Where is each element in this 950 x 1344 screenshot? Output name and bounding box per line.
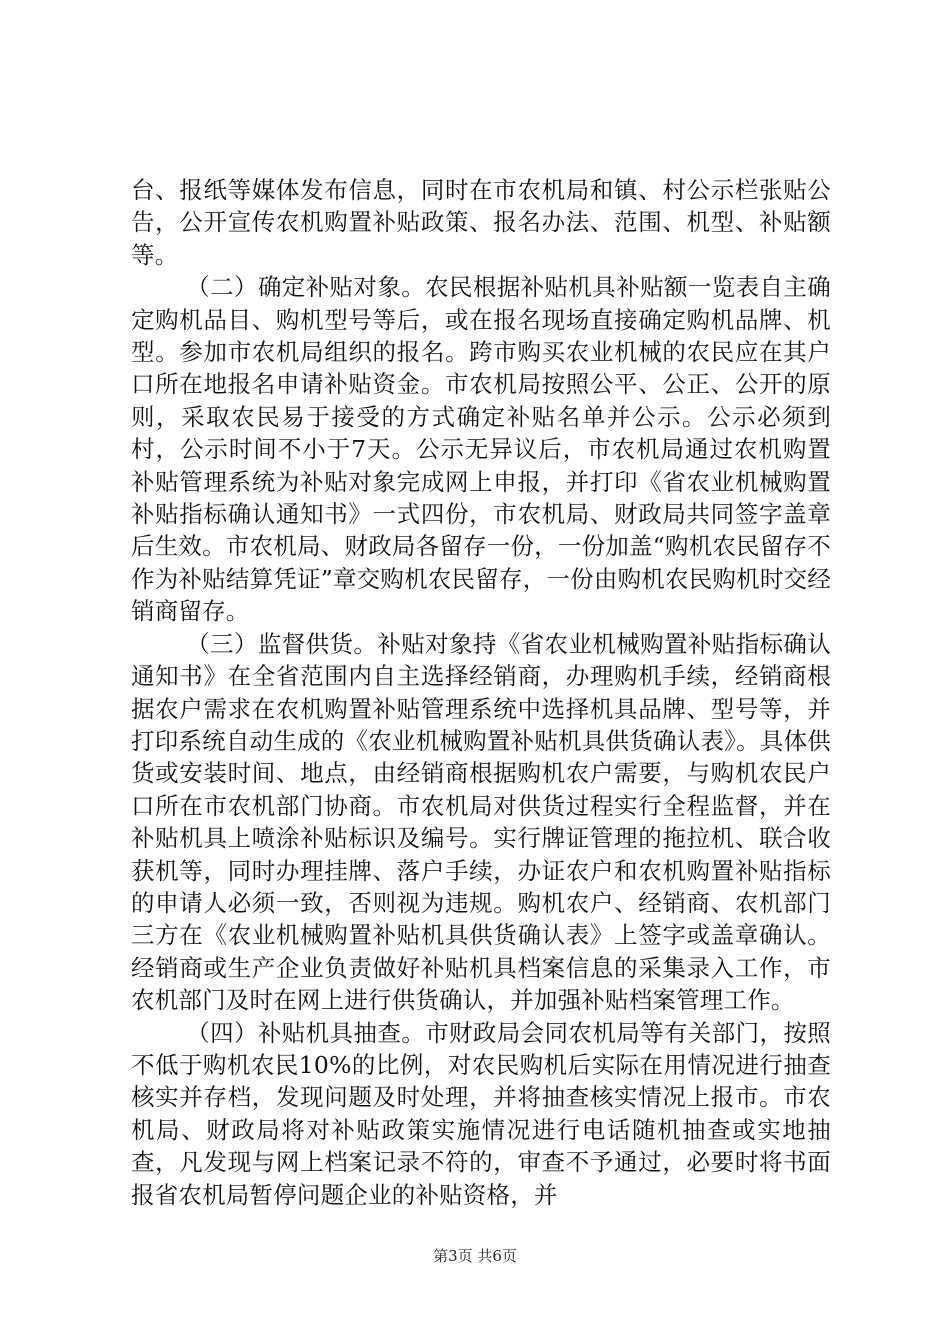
paragraph-3: （三）监督供货。补贴对象持《省农业机械购置补贴指标确认通知书》在全省范围内自主选择经销商，办理购机手续，经销商根据农户需求在农机购置补贴管理系统中选择机具品牌、型号等，并打印系统自动生成的《农业机械购置补贴机具供货确认表》。具体供货或安装时间、地点，由经销商根据购机农户需要，与购机农民户口所在市农机部门协商。市农机局对供货过程实行全程监督，并在补贴机具上喷涂补贴标识及编号。实行牌证管理的拖拉机、联合收获机等，同时办理挂牌、落户手续，办证农户和农机购置补贴指标的申请人必须一致，否则视为违规。购机农户、经销商、农机部门三方在《农业机械购置补贴机具供货确认表》上签字或盖章确认。经销商或生产企业负责做好补贴机具档案信息的采集录入工作，市农机部门及时在网上进行供货确认，并加强补贴档案管理工作。 xyxy=(131,629,831,1015)
paragraph-4: （四）补贴机具抽查。市财政局会同农机局等有关部门，按照不低于购机农民10%的比例，对农民购机后实际在用情况进行抽查核实并存档，发现问题及时处理，并将抽查核实情况上报市。市农机局、财政局将对补贴政策实施情况进行电话随机抽查或实地抽查，凡发现与网上档案记录不符的，审查不予通过，必要时将书面报省农机局暂停问题企业的补贴资格，并 xyxy=(131,1018,831,1209)
document-body xyxy=(131,174,831,1211)
paragraph-1: 台、报纸等媒体发布信息，同时在市农机局和镇、村公示栏张贴公告，公开宣传农机购置补贴政策、报名办法、范围、机型、补贴额等。 xyxy=(131,176,831,269)
page-footer: 第3页 共6页 xyxy=(433,1247,517,1265)
paragraph-2: （二）确定补贴对象。农民根据补贴机具补贴额一览表自主确定购机品目、购机型号等后，或在报名现场直接确定购机品牌、机型。参加市农机局组织的报名。跨市购买农业机械的农民应在其户口所在地报名申请补贴资金。市农机局按照公平、公正、公开的原则，采取农民易于接受的方式确定补贴名单并公示。公示必须到村，公示时间不小于7天。公示无异议后，市农机局通过农机购置补贴管理系统为补贴对象完成网上申报，并打印《省农业机械购置补贴指标确认通知书》一式四份，市农机局、财政局共同签字盖章后生效。市农机局、财政局各留存一份，一份加盖“购机农民留存不作为补贴结算凭证”章交购机农民留存，一份由购机农民购机时交经销商留存。 xyxy=(131,273,831,626)
